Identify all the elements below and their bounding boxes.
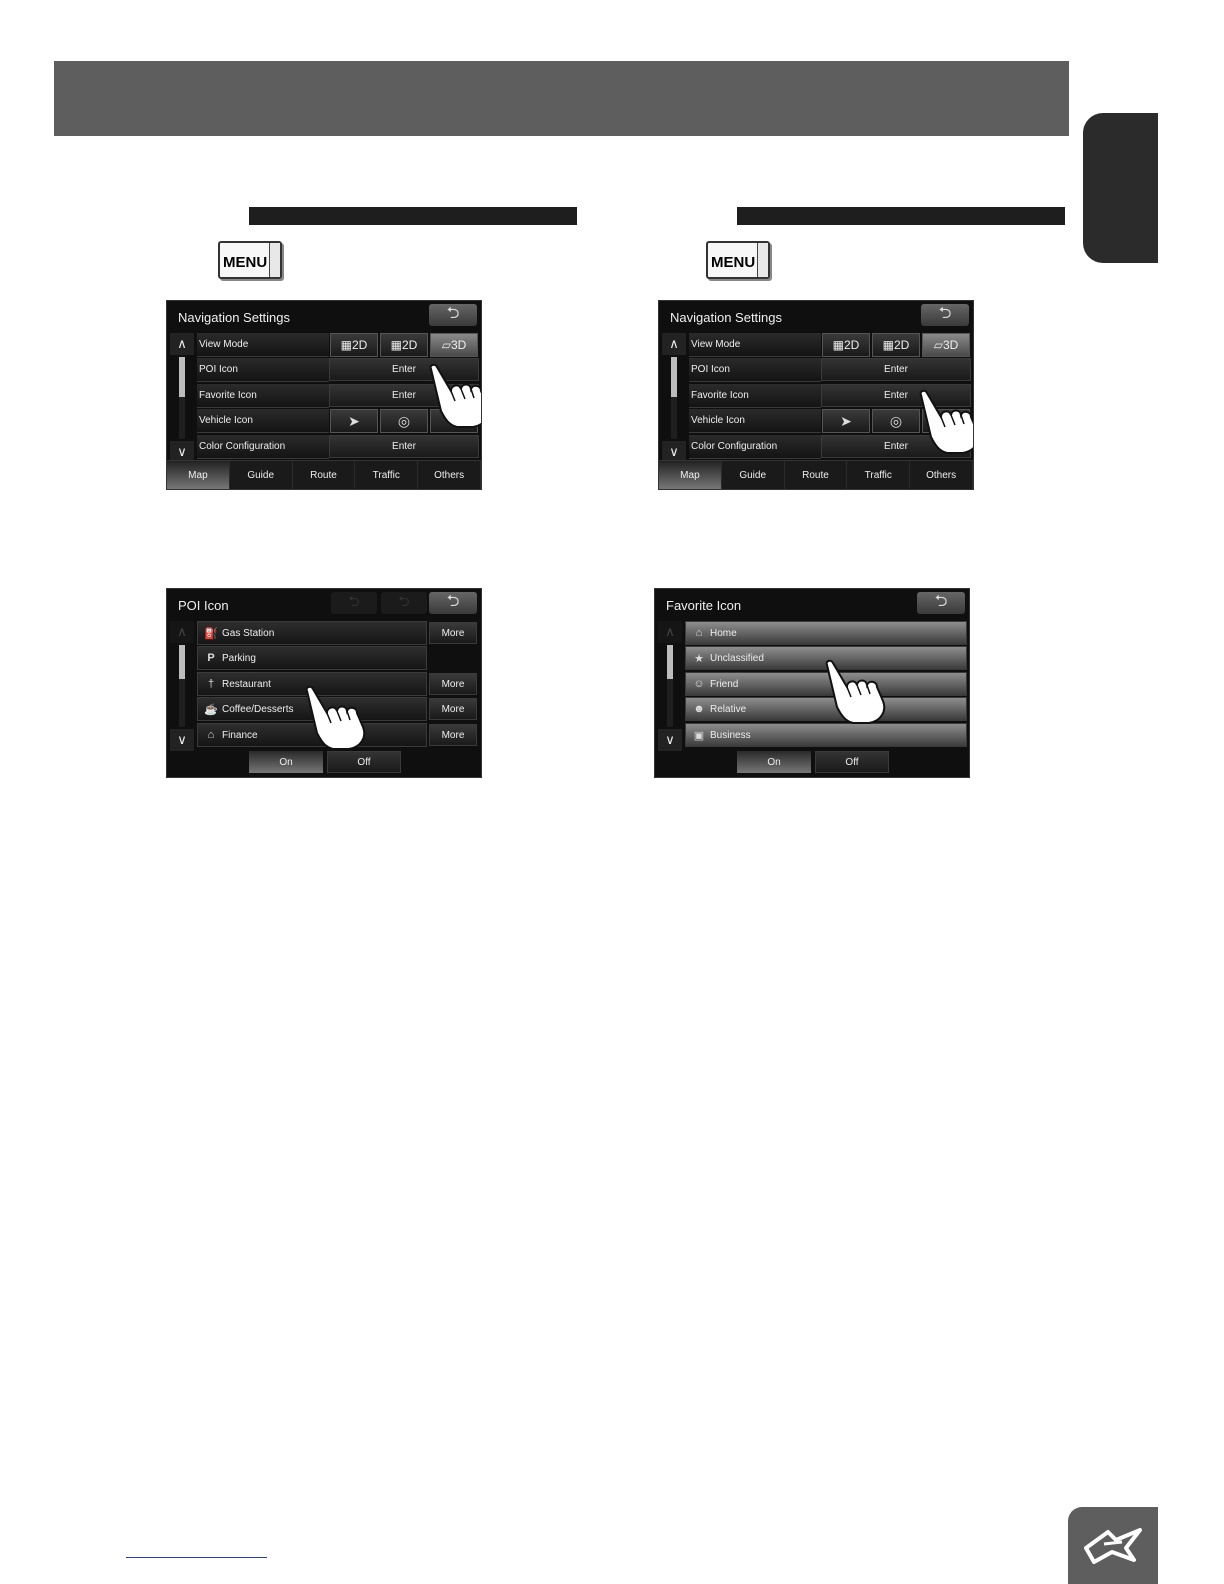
fork-knife-icon: † <box>207 678 215 690</box>
on-button[interactable]: On <box>737 751 811 773</box>
coffee-icon: ☕ <box>204 703 218 716</box>
chevron-down-icon: ∨ <box>669 444 679 459</box>
screen-title: POI Icon <box>178 598 229 613</box>
nav-settings-screen-right <box>658 300 974 490</box>
favorite-item-label: Business <box>710 729 751 741</box>
screen-title: Navigation Settings <box>178 310 291 325</box>
navigation-logo-icon <box>1082 1526 1144 1566</box>
grid-map-icon: ▦ <box>340 338 352 352</box>
mode-label: 2D <box>844 338 860 352</box>
star-person-icon: ★ <box>694 652 704 665</box>
back-arrow-icon: ⮌ <box>446 592 460 610</box>
gas-station-more-button[interactable]: More <box>429 622 477 644</box>
row-poi-icon <box>689 358 971 382</box>
poi-item-label: Parking <box>222 652 256 664</box>
tab-guide[interactable]: Guide <box>230 461 293 489</box>
section-heading-bar-right <box>737 207 1065 225</box>
chevron-down-icon: ∨ <box>177 732 187 747</box>
favorite-item-label: Friend <box>710 678 739 690</box>
back-arrow-icon: ⮌ <box>938 304 952 322</box>
view-mode-2d-heading-button[interactable] <box>380 333 428 357</box>
person-icon: ☺ <box>693 678 705 690</box>
people-icon: ☻ <box>693 703 705 715</box>
pointing-hand-icon <box>915 387 974 455</box>
row-label: POI Icon <box>689 358 821 382</box>
color-configuration-enter-button[interactable]: Enter <box>329 435 479 458</box>
back-button[interactable] <box>921 304 969 326</box>
mode-label: 2D <box>402 338 418 352</box>
parking-icon: P <box>207 652 215 664</box>
chevron-down-icon: ∨ <box>665 732 675 747</box>
menu-button-right[interactable] <box>706 241 770 279</box>
scroll-thumb[interactable] <box>671 357 677 397</box>
return-arrow-icon: ⮌ <box>398 593 410 609</box>
pointing-hand-icon <box>301 683 371 751</box>
chevron-up-icon: ∧ <box>177 624 187 639</box>
scroll-down-button[interactable] <box>658 729 682 751</box>
row-label: Color Configuration <box>689 435 821 459</box>
vehicle-arrow-button[interactable] <box>330 409 378 433</box>
tab-route[interactable]: Route <box>785 461 848 489</box>
poi-item-label: Finance <box>222 729 258 741</box>
row-view-mode <box>689 333 971 357</box>
chevron-down-icon: ∨ <box>177 444 187 459</box>
row-label: POI Icon <box>197 358 329 382</box>
tab-traffic[interactable]: Traffic <box>355 461 418 489</box>
scroll-thumb[interactable] <box>667 645 673 679</box>
scroll-column <box>658 621 682 751</box>
poi-icon-screen <box>166 588 482 778</box>
favorite-icon-screen <box>654 588 970 778</box>
view-mode-2d-north-button[interactable] <box>822 333 870 357</box>
menu-button-label: MENU <box>223 254 268 271</box>
header-band <box>54 61 1069 136</box>
back-arrow-icon: ⮌ <box>934 592 948 610</box>
pointing-hand-icon <box>821 657 891 725</box>
scroll-down-button[interactable] <box>170 729 194 751</box>
back-button[interactable] <box>917 592 965 614</box>
poi-item-label: Coffee/Desserts <box>222 703 294 715</box>
scroll-up-button[interactable] <box>662 333 686 355</box>
tab-map[interactable]: Map <box>659 461 722 489</box>
finance-more-button[interactable]: More <box>429 724 477 746</box>
on-button[interactable]: On <box>249 751 323 773</box>
mode-label: 3D <box>450 338 467 352</box>
tab-route[interactable]: Route <box>293 461 356 489</box>
chevron-up-icon: ∧ <box>665 624 675 639</box>
favorite-item-label: Home <box>710 627 737 639</box>
vehicle-arrow-button[interactable] <box>822 409 870 433</box>
menu-button-left[interactable] <box>218 241 282 279</box>
favorite-item-label: Relative <box>710 703 747 715</box>
pointing-hand-icon <box>425 361 482 429</box>
poi-icon-enter-button[interactable]: Enter <box>821 358 971 381</box>
footer-link-underline[interactable] <box>126 1557 267 1558</box>
poi-item-parking[interactable] <box>197 646 427 670</box>
scroll-up-button[interactable] <box>170 621 194 643</box>
perspective-map-icon: ▱ <box>933 338 943 352</box>
gas-pump-icon: ⛽ <box>204 627 218 640</box>
row-label: Favorite Icon <box>689 384 821 408</box>
poi-item-gas-station[interactable] <box>197 621 427 645</box>
view-mode-3d-button[interactable] <box>430 333 478 357</box>
poi-item-label: Gas Station <box>222 627 275 639</box>
back-button[interactable] <box>429 592 477 614</box>
tab-guide[interactable]: Guide <box>722 461 785 489</box>
briefcase-icon: ▣ <box>693 729 705 742</box>
scroll-thumb[interactable] <box>179 357 185 397</box>
tab-traffic[interactable]: Traffic <box>847 461 910 489</box>
menu-button-fold <box>269 243 280 277</box>
favorite-item-business[interactable] <box>685 723 967 747</box>
nav-settings-screen-left <box>166 300 482 490</box>
poi-item-label: Restaurant <box>222 678 271 690</box>
poi-icon-enter-button[interactable]: Enter <box>329 358 479 381</box>
bank-icon: ⌂ <box>207 729 215 741</box>
restaurant-more-button[interactable]: More <box>429 673 477 695</box>
row-view-mode <box>197 333 479 357</box>
row-label: Favorite Icon <box>197 384 329 408</box>
return-arrow-icon: ⮌ <box>348 593 360 609</box>
menu-button-label: MENU <box>711 254 756 271</box>
chevron-up-icon: ∧ <box>669 336 679 351</box>
perspective-map-icon: ▱ <box>441 338 451 352</box>
tab-others[interactable]: Others <box>910 461 973 489</box>
vehicle-car-button[interactable] <box>380 409 428 433</box>
tab-bar <box>659 460 973 489</box>
back-arrow-icon: ⮌ <box>446 304 460 322</box>
row-label: Color Configuration <box>197 435 329 459</box>
favorite-icon-enter-button[interactable]: Enter <box>821 384 971 407</box>
view-mode-2d-north-button[interactable] <box>330 333 378 357</box>
scroll-up-button[interactable] <box>170 333 194 355</box>
scroll-column <box>170 333 194 463</box>
favorite-icon-enter-button[interactable]: Enter <box>329 384 479 407</box>
mode-label: 3D <box>942 338 959 352</box>
row-label: View Mode <box>197 333 329 357</box>
tab-map[interactable]: Map <box>167 461 230 489</box>
view-mode-2d-heading-button[interactable] <box>872 333 920 357</box>
coffee-desserts-more-button[interactable]: More <box>429 698 477 720</box>
arrow-vehicle-icon: ➤ <box>840 412 852 429</box>
screen-title: Navigation Settings <box>670 310 783 325</box>
favorite-item-label: Unclassified <box>710 652 764 664</box>
row-color-configuration <box>197 435 479 459</box>
row-label: Vehicle Icon <box>197 409 329 433</box>
chevron-up-icon: ∧ <box>177 336 187 351</box>
row-label: View Mode <box>689 333 821 357</box>
back-button[interactable] <box>429 304 477 326</box>
mode-label: 2D <box>894 338 910 352</box>
car-vehicle-icon: ◎ <box>397 412 411 429</box>
screen-title: Favorite Icon <box>666 598 742 613</box>
scroll-column <box>170 621 194 751</box>
row-label: Vehicle Icon <box>689 409 821 433</box>
prev-page-button[interactable] <box>331 592 377 614</box>
corner-navigation-logo <box>1068 1507 1158 1584</box>
tab-bar <box>167 460 481 489</box>
grid-map-icon: ▦ <box>390 338 402 352</box>
off-button[interactable]: Off <box>815 751 889 773</box>
favorite-item-home[interactable] <box>685 621 967 645</box>
home-icon: ⌂ <box>695 627 703 639</box>
vehicle-car-button[interactable] <box>872 409 920 433</box>
menu-button-fold <box>757 243 768 277</box>
scroll-up-button[interactable] <box>658 621 682 643</box>
scroll-column <box>662 333 686 463</box>
color-configuration-enter-button[interactable]: Enter <box>821 435 971 458</box>
grid-map-icon: ▦ <box>882 338 894 352</box>
arrow-vehicle-icon: ➤ <box>348 412 360 429</box>
tab-others[interactable]: Others <box>418 461 481 489</box>
car-vehicle-icon: ◎ <box>889 412 903 429</box>
scroll-thumb[interactable] <box>179 645 185 679</box>
grid-map-icon: ▦ <box>832 338 844 352</box>
section-heading-bar-left <box>249 207 577 225</box>
view-mode-3d-button[interactable] <box>922 333 970 357</box>
side-language-tab <box>1083 113 1158 263</box>
next-page-button[interactable] <box>381 592 427 614</box>
off-button[interactable]: Off <box>327 751 401 773</box>
mode-label: 2D <box>352 338 368 352</box>
